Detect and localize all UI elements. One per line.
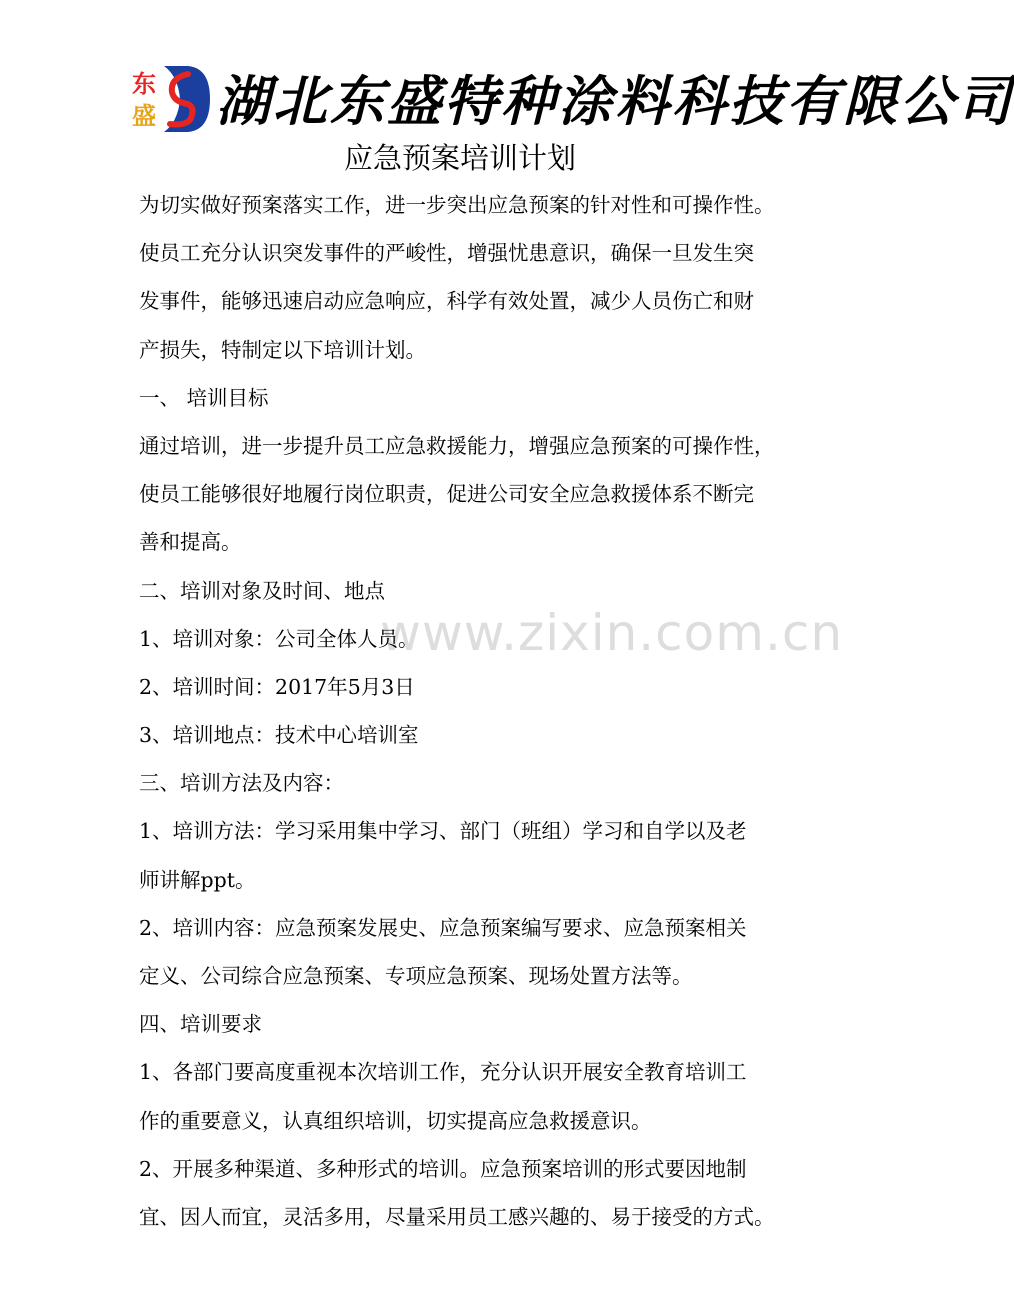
- body-line: 2、开展多种渠道、多种形式的培训。应急预案培训的形式要因地制: [139, 1156, 747, 1181]
- company-logo: [130, 62, 212, 136]
- section-heading: 二、培训对象及时间、地点: [139, 578, 385, 603]
- body-line: 善和提高。: [139, 530, 242, 555]
- body-line: 宜、因人而宜，灵活多用，尽量采用员工感兴趣的、易于接受的方式。: [139, 1204, 775, 1229]
- body-line: 通过培训，进一步提升员工应急救援能力，增强应急预案的可操作性，: [139, 433, 775, 458]
- section-heading: 一、 培训目标: [139, 385, 269, 410]
- body-line: 产损失，特制定以下培训计划。: [139, 337, 426, 362]
- document-title: 应急预案培训计划: [343, 141, 576, 175]
- body-line: 1、各部门要高度重视本次培训工作，充分认识开展安全教育培训工: [139, 1060, 747, 1085]
- body-line: 使员工能够很好地履行岗位职责，促进公司安全应急救援体系不断完: [139, 482, 754, 507]
- body-line: 1、培训方法：学习采用集中学习、部门（班组）学习和自学以及老: [139, 819, 747, 844]
- logo-char-2: 盛: [132, 101, 156, 130]
- body-line: 使员工充分认识突发事件的严峻性，增强忧患意识，确保一旦发生突: [139, 241, 754, 266]
- section-heading: 四、培训要求: [139, 1012, 262, 1037]
- body-line: 1、培训对象：公司全体人员。: [139, 626, 419, 651]
- logo-char-1: 东: [132, 69, 156, 98]
- body-line: 3、培训地点：技术中心培训室: [139, 723, 419, 748]
- body-line: 发事件，能够迅速启动应急响应，科学有效处置，减少人员伤亡和财: [139, 289, 754, 314]
- body-line: 为切实做好预案落实工作，进一步突出应急预案的针对性和可操作性。: [139, 193, 775, 217]
- body-line: 师讲解ppt。: [139, 867, 256, 892]
- body-line: 2、培训内容：应急预案发展史、应急预案编写要求、应急预案相关: [139, 915, 747, 940]
- company-name: 湖北东盛特种涂料科技有限公司: [216, 69, 1014, 133]
- watermark: www.zixin.com.cn: [380, 604, 844, 662]
- body-line: 作的重要意义，认真组织培训，切实提高应急救援意识。: [139, 1108, 652, 1133]
- section-heading: 三、培训方法及内容：: [139, 771, 344, 796]
- body-line: 定义、公司综合应急预案、专项应急预案、现场处置方法等。: [139, 964, 693, 988]
- letterhead: [130, 62, 1014, 136]
- body-line: 2、培训时间：2017年5月3日: [139, 674, 415, 699]
- document-body: [139, 181, 799, 1241]
